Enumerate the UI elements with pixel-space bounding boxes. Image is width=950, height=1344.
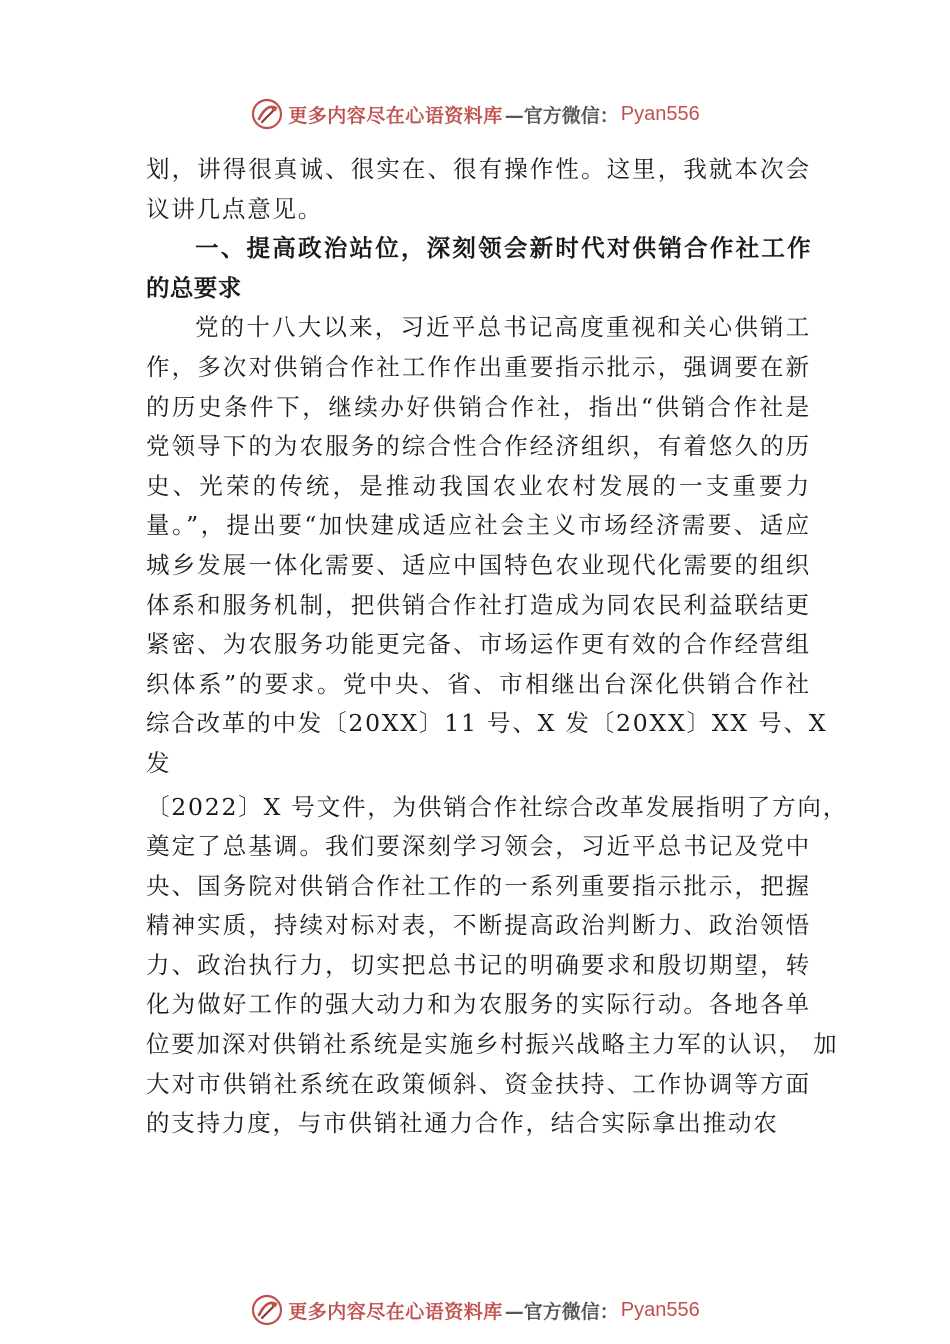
wechat-id: Pyan556 [620,1298,700,1321]
text-line: 划，讲得很真诚、很实在、很有操作性。这里，我就本次会 [146,155,811,183]
section-heading: 的总要求 [146,273,242,302]
text-line: 的历史条件下，继续办好供销合作社，指出“供销合作社是 [146,392,811,421]
brand-logo-icon [250,1293,284,1327]
brand-separator: —官方微信： [504,104,619,127]
text-line: 发 [146,748,172,777]
text-line: 精神实质，持续对标对表，不断提高政治判断力、政治领悟 [146,911,811,940]
brand-name: 更多内容尽在心语资料库 [288,104,503,127]
brand-separator: —官方微信： [504,1300,619,1323]
header-banner [0,94,950,134]
text-line: 体系和服务机制，把供销合作社打造成为同农民利益联结更 [146,590,811,619]
text-line: 〔2022〕X 号文件，为供销合作社综合改革发展指明了方向， [146,792,849,821]
text-line: 力、政治执行力，切实把总书记的明确要求和殷切期望，转 [146,950,811,979]
text-line: 城乡发展一体化需要、适应中国特色农业现代化需要的组织 [146,550,811,579]
section-heading: 一、提高政治站位，深刻领会新时代对供销合作社工作 [195,234,811,263]
text-line: 化为做好工作的强大动力和为农服务的实际行动。各地各单 [146,990,811,1019]
text-line: 织体系”的要求。党中央、省、市相继出台深化供销合作社 [146,669,811,698]
text-line: 综合改革的中发〔20XX〕11 号、X 发〔20XX〕XX 号、X [146,709,828,738]
text-line: 党的十八大以来，习近平总书记高度重视和关心供销工 [195,313,811,342]
text-line: 议讲几点意见。 [146,194,324,223]
text-line: 央、国务院对供销合作社工作的一系列重要指示批示，把握 [146,871,811,900]
brand-logo-icon [250,97,284,131]
document-body [146,150,849,1144]
text-line: 史、光荣的传统，是推动我国农业农村发展的一支重要力 [146,471,811,500]
wechat-id: Pyan556 [620,102,700,125]
text-line: 党领导下的为农服务的综合性合作经济组织，有着悠久的历 [146,432,811,461]
footer-banner [0,1290,950,1330]
text-line: 作，多次对供销合作社工作作出重要指示批示，强调要在新 [146,352,811,381]
text-line: 的支持力度，与市供销社通力合作，结合实际拿出推动农 [146,1109,779,1138]
text-line: 大对市供销社系统在政策倾斜、资金扶持、工作协调等方面 [146,1069,811,1098]
text-line: 紧密、为农服务功能更完备、市场运作更有效的合作经营组 [146,630,811,659]
brand-name: 更多内容尽在心语资料库 [288,1300,503,1323]
text-line: 奠定了总基调。我们要深刻学习领会，习近平总书记及党中 [146,832,811,861]
text-line: 量。”，提出要“加快建成适应社会主义市场经济需要、适应 [146,511,811,540]
text-line: 位要加深对供销社系统是实施乡村振兴战略主力军的认识， 加 [146,1030,839,1059]
